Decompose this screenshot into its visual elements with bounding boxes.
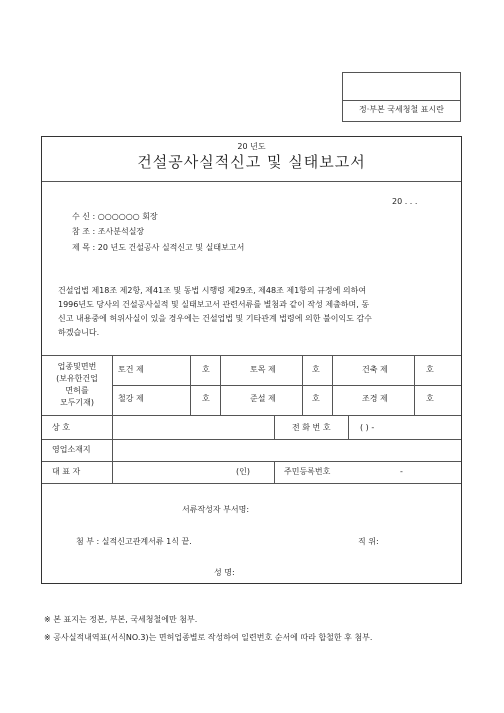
seal-mark: (인) [236,467,250,476]
title-divider [42,181,461,182]
office-location-label: 영업소재지 [52,445,91,454]
rrn-label: 주민등록번호 [284,467,331,476]
table-col-divider [220,355,221,415]
writer-name: 성 명: [214,568,235,577]
table-divider [42,461,461,462]
table-col-divider [348,415,349,439]
license-number-suffix: 호 [202,365,210,374]
note-2: ※ 공사실적내역표(서식NO.3)는 면허업종별로 작성하여 일련번호 순서에 따라 합철한 후 첨부. [44,633,373,642]
table-divider [42,439,461,440]
license-number-suffix: 호 [312,365,320,374]
stamp-box [342,72,461,122]
company-name-label: 상 호 [52,423,70,432]
phone-value: ( ) - [360,423,375,432]
recipient: 수 신 : ○○○○○○ 회장 [72,212,158,221]
license-number-suffix: 호 [426,394,434,403]
attachments: 첨 부 : 실적신고관계서류 1식 끝. [76,537,192,546]
license-dredging: 준설 제 [250,394,276,403]
license-number-suffix: 호 [202,394,210,403]
phone-label: 전 화 번 호 [292,423,331,432]
paragraph-line: 하겠습니다. [58,328,100,337]
license-number-suffix: 호 [426,365,434,374]
table-col-divider [274,415,275,439]
report-form [41,136,462,584]
report-year: 20 년도 [237,142,266,151]
reference: 참 조 : 조사분석실장 [72,227,145,236]
table-bottom [42,483,461,484]
report-date: 20 . . . [392,197,418,206]
paragraph-line: 1996년도 당사의 건설공사실적 및 실태보고서 관련서류를 별첨과 같이 작성 제출하며, 동 [58,300,370,309]
license-row-divider [112,385,461,386]
table-divider [42,415,461,416]
license-civil: 토목 제 [250,365,276,374]
license-civil-arch: 토건 제 [118,365,144,374]
license-label: 업종및면번 (보유한건업 면허를 모두기재) [56,362,98,407]
stamp-divider [343,100,460,101]
note-1: ※ 본 표지는 정본, 부본, 국세청철에만 첨부. [44,615,198,624]
rrn-value: - [400,467,403,476]
license-landscape: 조경 제 [362,394,388,403]
writer-department: 서류작성자 부서명: [182,505,250,514]
stamp-label: 정·부본 국세청철 표시란 [359,105,444,114]
declaration-paragraph [58,284,450,340]
license-steel: 철강 제 [118,394,144,403]
writer-position: 직 위: [358,537,379,546]
table-col-divider [112,355,113,483]
table-col-divider [274,461,275,483]
table-col-divider [414,355,415,415]
table-col-divider [302,355,303,415]
table-col-divider [332,355,333,415]
paragraph-line: 건설업법 제18조 제2항, 제41조 및 동법 시행령 제29조, 제48조 제1항의 규정에 의하여 [58,286,367,295]
subject: 제 목 : 20 년도 건설공사 실적신고 및 실태보고서 [72,243,245,252]
license-number-suffix: 호 [312,394,320,403]
table-top [42,355,461,356]
report-title: 건설공사실적신고 및 실태보고서 [137,153,366,171]
representative-label: 대 표 자 [52,467,81,476]
paragraph-line: 신고 내용중에 허위사실이 있을 경우에는 건설업법 및 기타관계 법령에 의한 불이익도 감수 [58,314,372,323]
license-building: 건축 제 [362,365,388,374]
table-col-divider [190,355,191,415]
